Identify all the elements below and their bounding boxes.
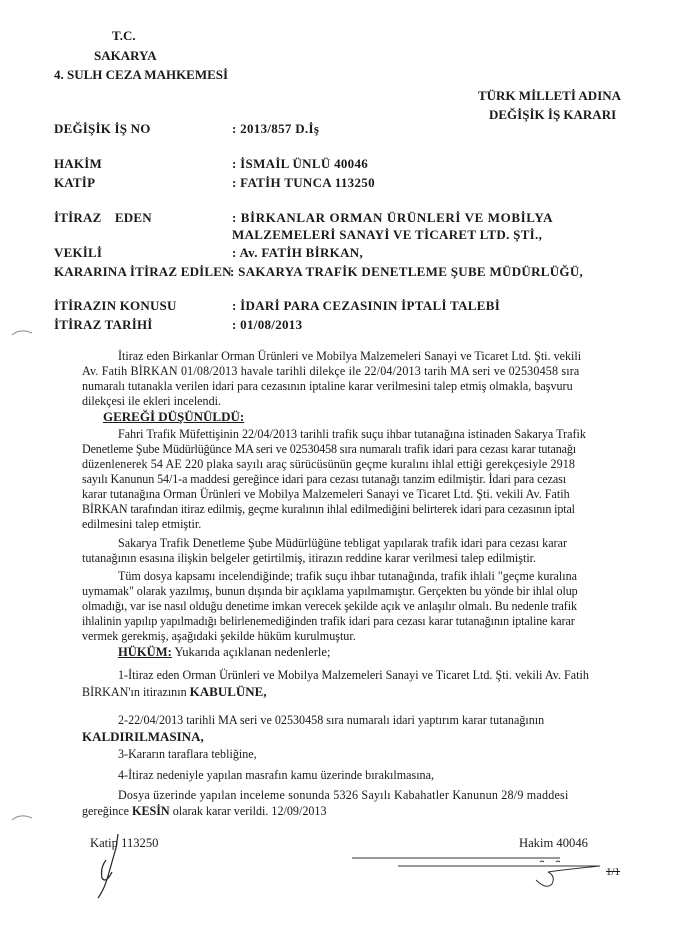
objector-value-line1: : BİRKANLAR ORMAN ÜRÜNLERİ VE MOBİLYA xyxy=(232,210,554,225)
objection-date-label: İTİRAZ TARİHİ xyxy=(54,317,153,332)
item1-line1: 1-İtiraz eden Orman Ürünleri ve Mobilya Malzemeleri Sanayi ve Ticaret Ltd. Şti. vekili Av. Fatih xyxy=(118,668,589,682)
judge-value: : İSMAİL ÜNLÜ 40046 xyxy=(232,156,369,171)
intro-line: İtiraz eden Birkanlar Orman Ürünleri ve Mobilya Malzemeleri Sanayi ve Ticaret Ltd. Şti. vekili xyxy=(118,349,582,363)
header-country: T.C. xyxy=(112,28,136,43)
intro-line: numaralı tutanakla verilen idari para cezasının iptaline karar verilmesini talep etmiş olmakla, başvuru xyxy=(82,379,573,393)
header-city: SAKARYA xyxy=(94,48,157,63)
intro-line: dilekçesi ile ekleri incelendi. xyxy=(82,394,222,408)
item3: 3-Kararın taraflara tebliğine, xyxy=(118,747,257,761)
hukum-title: HÜKÜM: xyxy=(118,645,172,659)
para2-line: Sakarya Trafik Denetleme Şube Müdürlüğüne tebligat yapılarak trafik idari para cezası karar xyxy=(118,536,567,550)
judge-signature xyxy=(352,858,600,886)
clerk-signature xyxy=(98,834,118,898)
para3-line: vermek gerekmiş, aşağıdaki şekilde hüküm kurulmuştur. xyxy=(82,629,356,643)
para1-line: BİRKAN tarafından itiraz edilmiş, geçme kuralının ihlal edilmediğini belirterek idari para cezasının iptal xyxy=(82,502,575,516)
subject-label: İTİRAZIN KONUSU xyxy=(54,298,177,313)
clerk-signature-label: Katip 113250 xyxy=(90,836,159,850)
para1-line: Denetleme Şube Müdürlüğünce MA seri ve 02530458 sıra numaralı trafik idari para cezası karar tutanağı xyxy=(82,442,576,456)
item2-line1: 2-22/04/2013 tarihli MA seri ve 02530458 sıra numaralı idari yaptırım karar tutanağının xyxy=(118,713,545,727)
para3-line: ihlalinin yapılıp yapılmadığı belirlenemediğinden trafik idari para cezası karar tutanağının iptaline karar xyxy=(82,614,575,628)
objector-value-line2: MALZEMELERİ SANAYİ VE TİCARET LTD. ŞTİ., xyxy=(232,227,543,242)
para3-line: Tüm dosya kapsamı incelendiğinde; trafik suçu ihbar tutanağında, trafik ihlali "geçme kuralına xyxy=(118,569,577,583)
para2-line: tutanağının esasına ilişkin belgeler getirtilmiş, itirazın reddine karar verilmesi talep edilmiştir. xyxy=(82,551,537,565)
final-line2-post: olarak karar verildi. 12/09/2013 xyxy=(169,804,327,818)
judge-label: HAKİM xyxy=(54,156,102,171)
para1-line: sayılı Kanunun 54/1-a maddesi gereğince idari para cezası tutanağı tanzim edilmiştir. İdari para cezası xyxy=(82,472,567,486)
para1-line: edilmesini talep etmiştir. xyxy=(82,517,202,531)
subject-value: : İDARİ PARA CEZASININ İPTALİ TALEBİ xyxy=(232,298,501,313)
item1-line2-pre: BİRKAN'ın itirazının xyxy=(82,685,190,699)
final-line2-bold: KESİN xyxy=(132,804,170,818)
header-court: 4. SULH CEZA MAHKEMESİ xyxy=(54,67,229,82)
item1-line2-bold: KABULÜNE, xyxy=(189,684,267,699)
para1-line: düzenlenerek 54 AE 220 plaka sayılı araç sürücüsünün geçme kuralını ihlal ettiği gerekçesiyle 2918 xyxy=(82,457,576,471)
decision-type: DEĞİŞİK İŞ KARARI xyxy=(489,107,617,122)
final-line2-pre: gereğince xyxy=(82,804,133,818)
geregi-title: GEREĞİ DÜŞÜNÜLDÜ: xyxy=(103,409,245,424)
header-nation: TÜRK MİLLETİ ADINA xyxy=(478,88,622,103)
para3-line: uymamak" olarak yazılmış, bunun dışında bir açıklama yapılmamıştır. Gerçekten bu yönde bir ihlal olup xyxy=(82,584,578,598)
clerk-value: : FATİH TUNCA 113250 xyxy=(232,175,375,190)
attorney-label: VEKİLİ xyxy=(54,245,103,260)
objector-label: İTİRAZ EDEN xyxy=(54,210,152,225)
case-number-value: : 2013/857 D.İş xyxy=(232,121,320,136)
para1-line: karar tutanağına Orman Ürünleri ve Mobilya Malzemeleri Sanayi ve Ticaret Ltd. Şti. vekili Av. Fatih xyxy=(82,487,570,501)
item2-line2: KALDIRILMASINA, xyxy=(82,729,204,744)
objection-date-value: : 01/08/2013 xyxy=(232,317,303,332)
intro-line: Av. Fatih BİRKAN 01/08/2013 havale tarihli dilekçe ile 22/04/2013 tarih MA seri ve 02530458 sıra xyxy=(82,364,580,378)
judge-signature-label: Hakim 40046 xyxy=(519,836,588,850)
para1-line: Fahri Trafik Müfettişinin 22/04/2013 tarihli trafik suçu ihbar tutanağına istinaden Sakarya Trafik xyxy=(118,427,586,441)
respondent-value: : SAKARYA TRAFİK DENETLEME ŞUBE MÜDÜRLÜĞÜ, xyxy=(230,264,584,279)
item4: 4-İtiraz nedeniyle yapılan masrafın kamu üzerinde bırakılmasına, xyxy=(118,768,434,782)
margin-mark xyxy=(12,816,32,820)
para3-line: olmadığı, var ise nasıl olduğu denetime imkan verecek şekilde açık ve anlaşılır olmalı. Bu nedenle trafik xyxy=(82,599,577,613)
margin-mark xyxy=(12,331,32,335)
page-number: 1/1 xyxy=(606,866,621,878)
case-number-label: DEĞİŞİK İŞ NO xyxy=(54,121,151,136)
clerk-label: KATİP xyxy=(54,175,96,190)
attorney-value: : Av. FATİH BİRKAN, xyxy=(232,245,364,260)
final-line1: Dosya üzerinde yapılan inceleme sonunda 5326 Sayılı Kabahatler Kanunun 28/9 maddesi xyxy=(118,788,569,802)
hukum-rest: Yukarıda açıklanan nedenlerle; xyxy=(171,645,331,659)
respondent-label: KARARINA İTİRAZ EDİLEN xyxy=(54,264,232,279)
